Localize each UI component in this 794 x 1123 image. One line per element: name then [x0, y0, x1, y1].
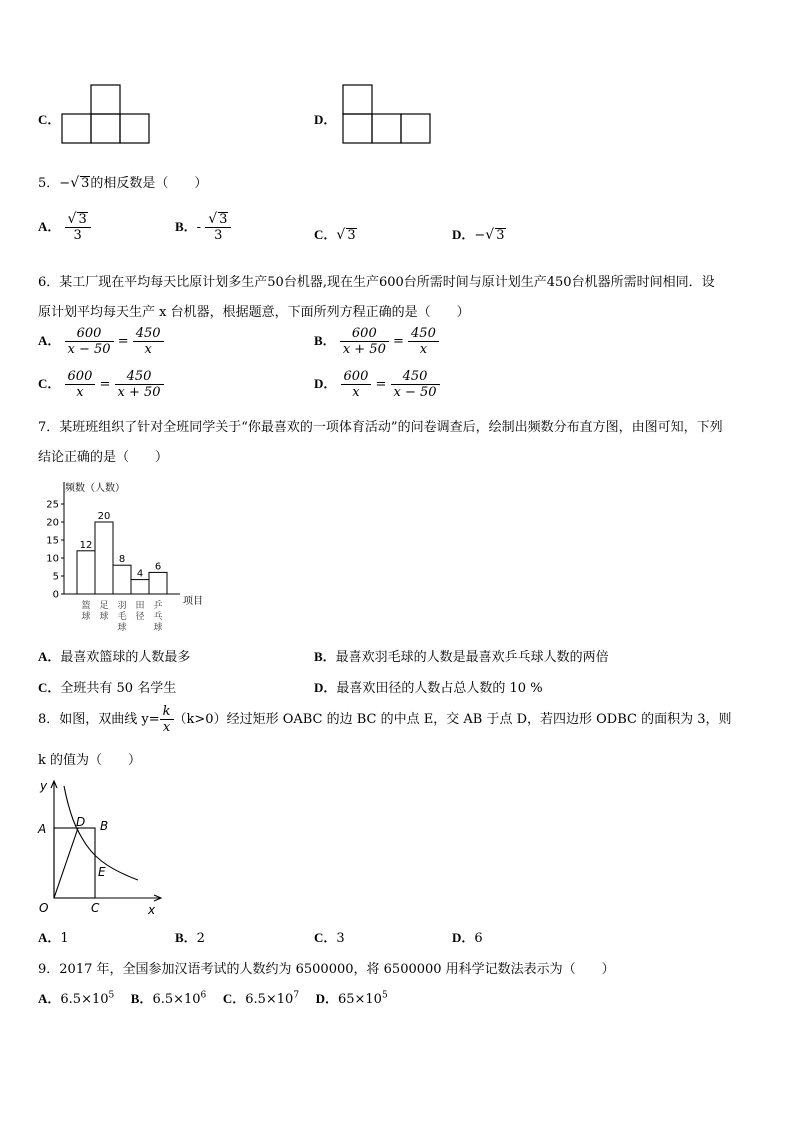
- q7-option-b: B．最喜欢羽毛球的人数是最喜欢乒乓球人数的两倍: [314, 649, 609, 665]
- frequency-histogram: [38, 476, 218, 636]
- bar-value-label-羽毛球: 8: [118, 554, 126, 566]
- q5-option-b: B．- $\frac{√ 3}{3}$: [175, 212, 231, 243]
- question-7-stem-line1: 7．某班班组织了针对全班同学关于“你最喜欢的一项体育活动”的问卷调查后，绘制出频数分布直方图，由图可知，下列: [38, 420, 723, 435]
- q4-option-c-label: C．: [38, 112, 61, 127]
- q6-option-a: A． $\frac{600}{x - 50}$ = $\frac{450}{x}$: [38, 326, 164, 357]
- y-tick-label-25: 25: [46, 499, 59, 511]
- q5-radicand: 3: [81, 176, 90, 191]
- q8-option-b: B．2: [175, 930, 205, 946]
- y-tick-label-15: 15: [46, 535, 59, 547]
- q6-option-d: D． $\frac{600}{x}$ = $\frac{450}{x - 50}$: [314, 369, 440, 400]
- y-tick-label-10: 10: [46, 553, 59, 565]
- q7-option-a: A．最喜欢篮球的人数最多: [38, 649, 191, 665]
- q5-option-a: A． $\frac{√ 3}{3}$: [38, 212, 91, 243]
- x-tick-label-羽毛球: 羽毛球: [117, 601, 127, 633]
- q9-option-a: A．$6.5\times 10^5$: [38, 990, 115, 1007]
- q5-neg: −: [59, 176, 71, 191]
- q7-option-d: D．最喜欢田径的人数占总人数的 10 %: [314, 680, 543, 696]
- bar-乒乓球: [149, 572, 167, 594]
- bar-value-label-篮球: 12: [79, 539, 93, 551]
- y-tick-label-5: 5: [52, 571, 59, 583]
- question-5-stem: 5．−√ 3的相反数是（ ）: [38, 175, 208, 191]
- q5-option-c: C．√ 3: [314, 227, 356, 243]
- q5-number: 5．: [38, 176, 60, 191]
- question-9-stem: 9．2017 年，全国参加汉语考试的人数约为 6500000，将 6500000 用科学记数法表示为（ ）: [38, 962, 615, 977]
- q8-option-d: D．6: [452, 930, 483, 946]
- q8-label-e: E: [98, 865, 106, 879]
- question-6-stem-line1: 6．某工厂现在平均每天比原计划多生产50台机器,现在生产600台所需时间与原计划生产450台机器所需时间相同．设: [38, 275, 715, 290]
- q9-options-row: [38, 988, 388, 1007]
- q8-segment-od: [54, 828, 78, 898]
- bar-value-label-田径: 4: [136, 568, 144, 580]
- x-tick-label-田径: 田径: [135, 601, 145, 622]
- q4-option-d-figure: [341, 84, 435, 146]
- q5-option-b-fraction: $\frac{√ 3}{3}$: [205, 212, 231, 243]
- q8-label-c: C: [91, 901, 100, 915]
- q8-label-y: y: [40, 779, 48, 793]
- q9-option-d: D．$65\times 10^5$: [315, 990, 388, 1007]
- q5-option-a-fraction: $\frac{√ 3}{3}$: [65, 212, 91, 243]
- q6-option-b: B． $\frac{600}{x + 50}$ = $\frac{450}{x}$: [314, 326, 439, 357]
- q6-option-c: C． $\frac{600}{x}$ = $\frac{450}{x + 50}$: [38, 369, 164, 400]
- q9-option-b: B．$6.5\times 10^6$: [130, 990, 207, 1007]
- bar-value-label-乒乓球: 6: [154, 561, 162, 573]
- question-8-stem-line2: k 的值为（ ）: [38, 753, 142, 768]
- q4-option-d-label: D．: [314, 112, 337, 127]
- q8-option-c: C．3: [314, 930, 345, 946]
- q5-tail: 的相反数是（ ）: [90, 176, 208, 191]
- y-tick-label-20: 20: [46, 517, 59, 529]
- question-6-stem-line2: 原计划平均每天生产 x 台机器，根据题意，下面所列方程正确的是（ ）: [38, 305, 470, 320]
- q8-label-d: D: [76, 815, 86, 829]
- question-7-stem-line2: 结论正确的是（ ）: [38, 450, 169, 465]
- bar-田径: [131, 580, 149, 594]
- bar-羽毛球: [113, 565, 131, 594]
- y-tick-label-0: 0: [52, 589, 59, 601]
- bar-篮球: [77, 551, 95, 594]
- question-8-stem-line1: 8．如图，双曲线 y= $\frac{k}{x}$ （k>0）经过矩形 OABC 的边 BC 的中点 E，交 AB 于点 D，若四边形 ODBC 的面积为 3，则: [38, 704, 732, 735]
- x-tick-label-足球: 足球: [99, 601, 109, 622]
- q4-option-c-figure: [60, 84, 154, 146]
- bar-value-label-足球: 20: [97, 511, 111, 522]
- q8-label-b: B: [100, 819, 109, 833]
- q9-option-c: C．$6.5\times 10^7$: [222, 990, 300, 1007]
- q8-label-o: O: [39, 901, 49, 915]
- x-axis-title: 项目: [183, 596, 203, 607]
- y-axis-title: 频数（人数）: [65, 483, 125, 494]
- q8-label-a: A: [38, 822, 47, 836]
- q8-figure-hyperbola-rectangle: [36, 776, 176, 918]
- x-tick-label-篮球: 篮球: [81, 601, 91, 622]
- q8-option-a: A．1: [38, 930, 69, 946]
- bar-足球: [95, 522, 113, 594]
- x-tick-label-乒乓球: 乒乓球: [153, 601, 163, 633]
- q5-option-d: D．−√ 3: [452, 227, 505, 243]
- q7-option-c: C．全班共有 50 名学生: [38, 680, 177, 696]
- q8-label-x: x: [148, 903, 156, 917]
